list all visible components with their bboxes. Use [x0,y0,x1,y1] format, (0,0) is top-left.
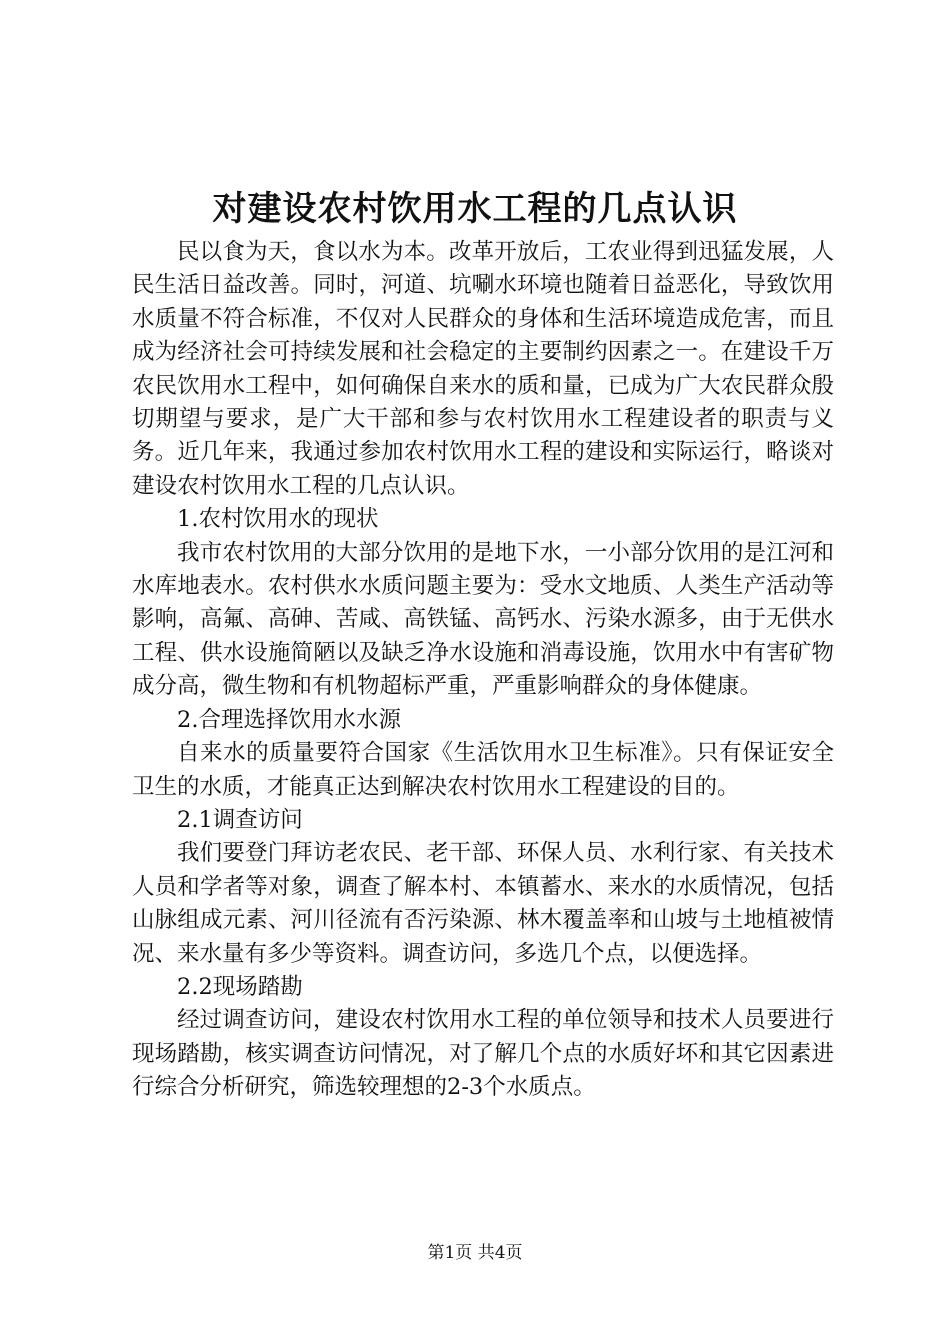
document-title: 对建设农村饮用水工程的几点认识 [212,189,738,229]
section-heading-1: 1.农村饮用水的现状 [177,506,379,533]
section-1-paragraph: 我市农村饮用的大部分饮用的是地下水，一小部分饮用的是江河和水库地表水。农村供水水质问题主要为：受水文地质、人类生产活动等影响，高氟、高砷、苦咸、高铁锰、高钙水、污染水源多，由于无供水工程、供水设施简陋以及缺乏净水设施和消毒设施，饮用水中有害矿物成分高，微生物和有机物超标严重，严重影响群众的身体健康。 [132,539,834,700]
section-heading-2-1: 2.1调查访问 [177,806,303,833]
section-heading-2-2: 2.2现场踏勘 [177,973,303,1000]
section-heading-2: 2.合理选择饮用水水源 [177,706,401,733]
document-body [132,236,834,1105]
page-footer: 第1页 共4页 [427,1243,523,1263]
section-2-2-paragraph: 经过调查访问，建设农村饮用水工程的单位领导和技术人员要进行现场踏勘，核实调查访问情况，对了解几个点的水质好坏和其它因素进行综合分析研究，筛选较理想的2-3个水质点。 [132,1007,834,1101]
section-2-paragraph: 自来水的质量要符合国家《生活饮用水卫生标准》。只有保证安全卫生的水质，才能真正达到解决农村饮用水工程建设的目的。 [132,740,834,800]
section-2-1-paragraph: 我们要登门拜访老农民、老干部、环保人员、水利行家、有关技术人员和学者等对象，调查了解本村、本镇蓄水、来水的水质情况，包括山脉组成元素、河川径流有否污染源、林木覆盖率和山坡与土地植被情况、来水量有多少等资料。调查访问，多选几个点，以便选择。 [132,840,834,967]
intro-paragraph: 民以食为天，食以水为本。改革开放后，工农业得到迅猛发展，人民生活日益改善。同时，河道、坑唰水环境也随着日益恶化，导致饮用水质量不符合标准，不仅对人民群众的身体和生活环境造成危害，而且成为经济社会可持续发展和社会稳定的主要制约因素之一。在建设千万农民饮用水工程中，如何确保自来水的质和量，已成为广大农民群众殷切期望与要求，是广大干部和参与农村饮用水工程建设者的职责与义务。近几年来，我通过参加农村饮用水工程的建设和实际运行，略谈对建设农村饮用水工程的几点认识。 [132,239,834,499]
